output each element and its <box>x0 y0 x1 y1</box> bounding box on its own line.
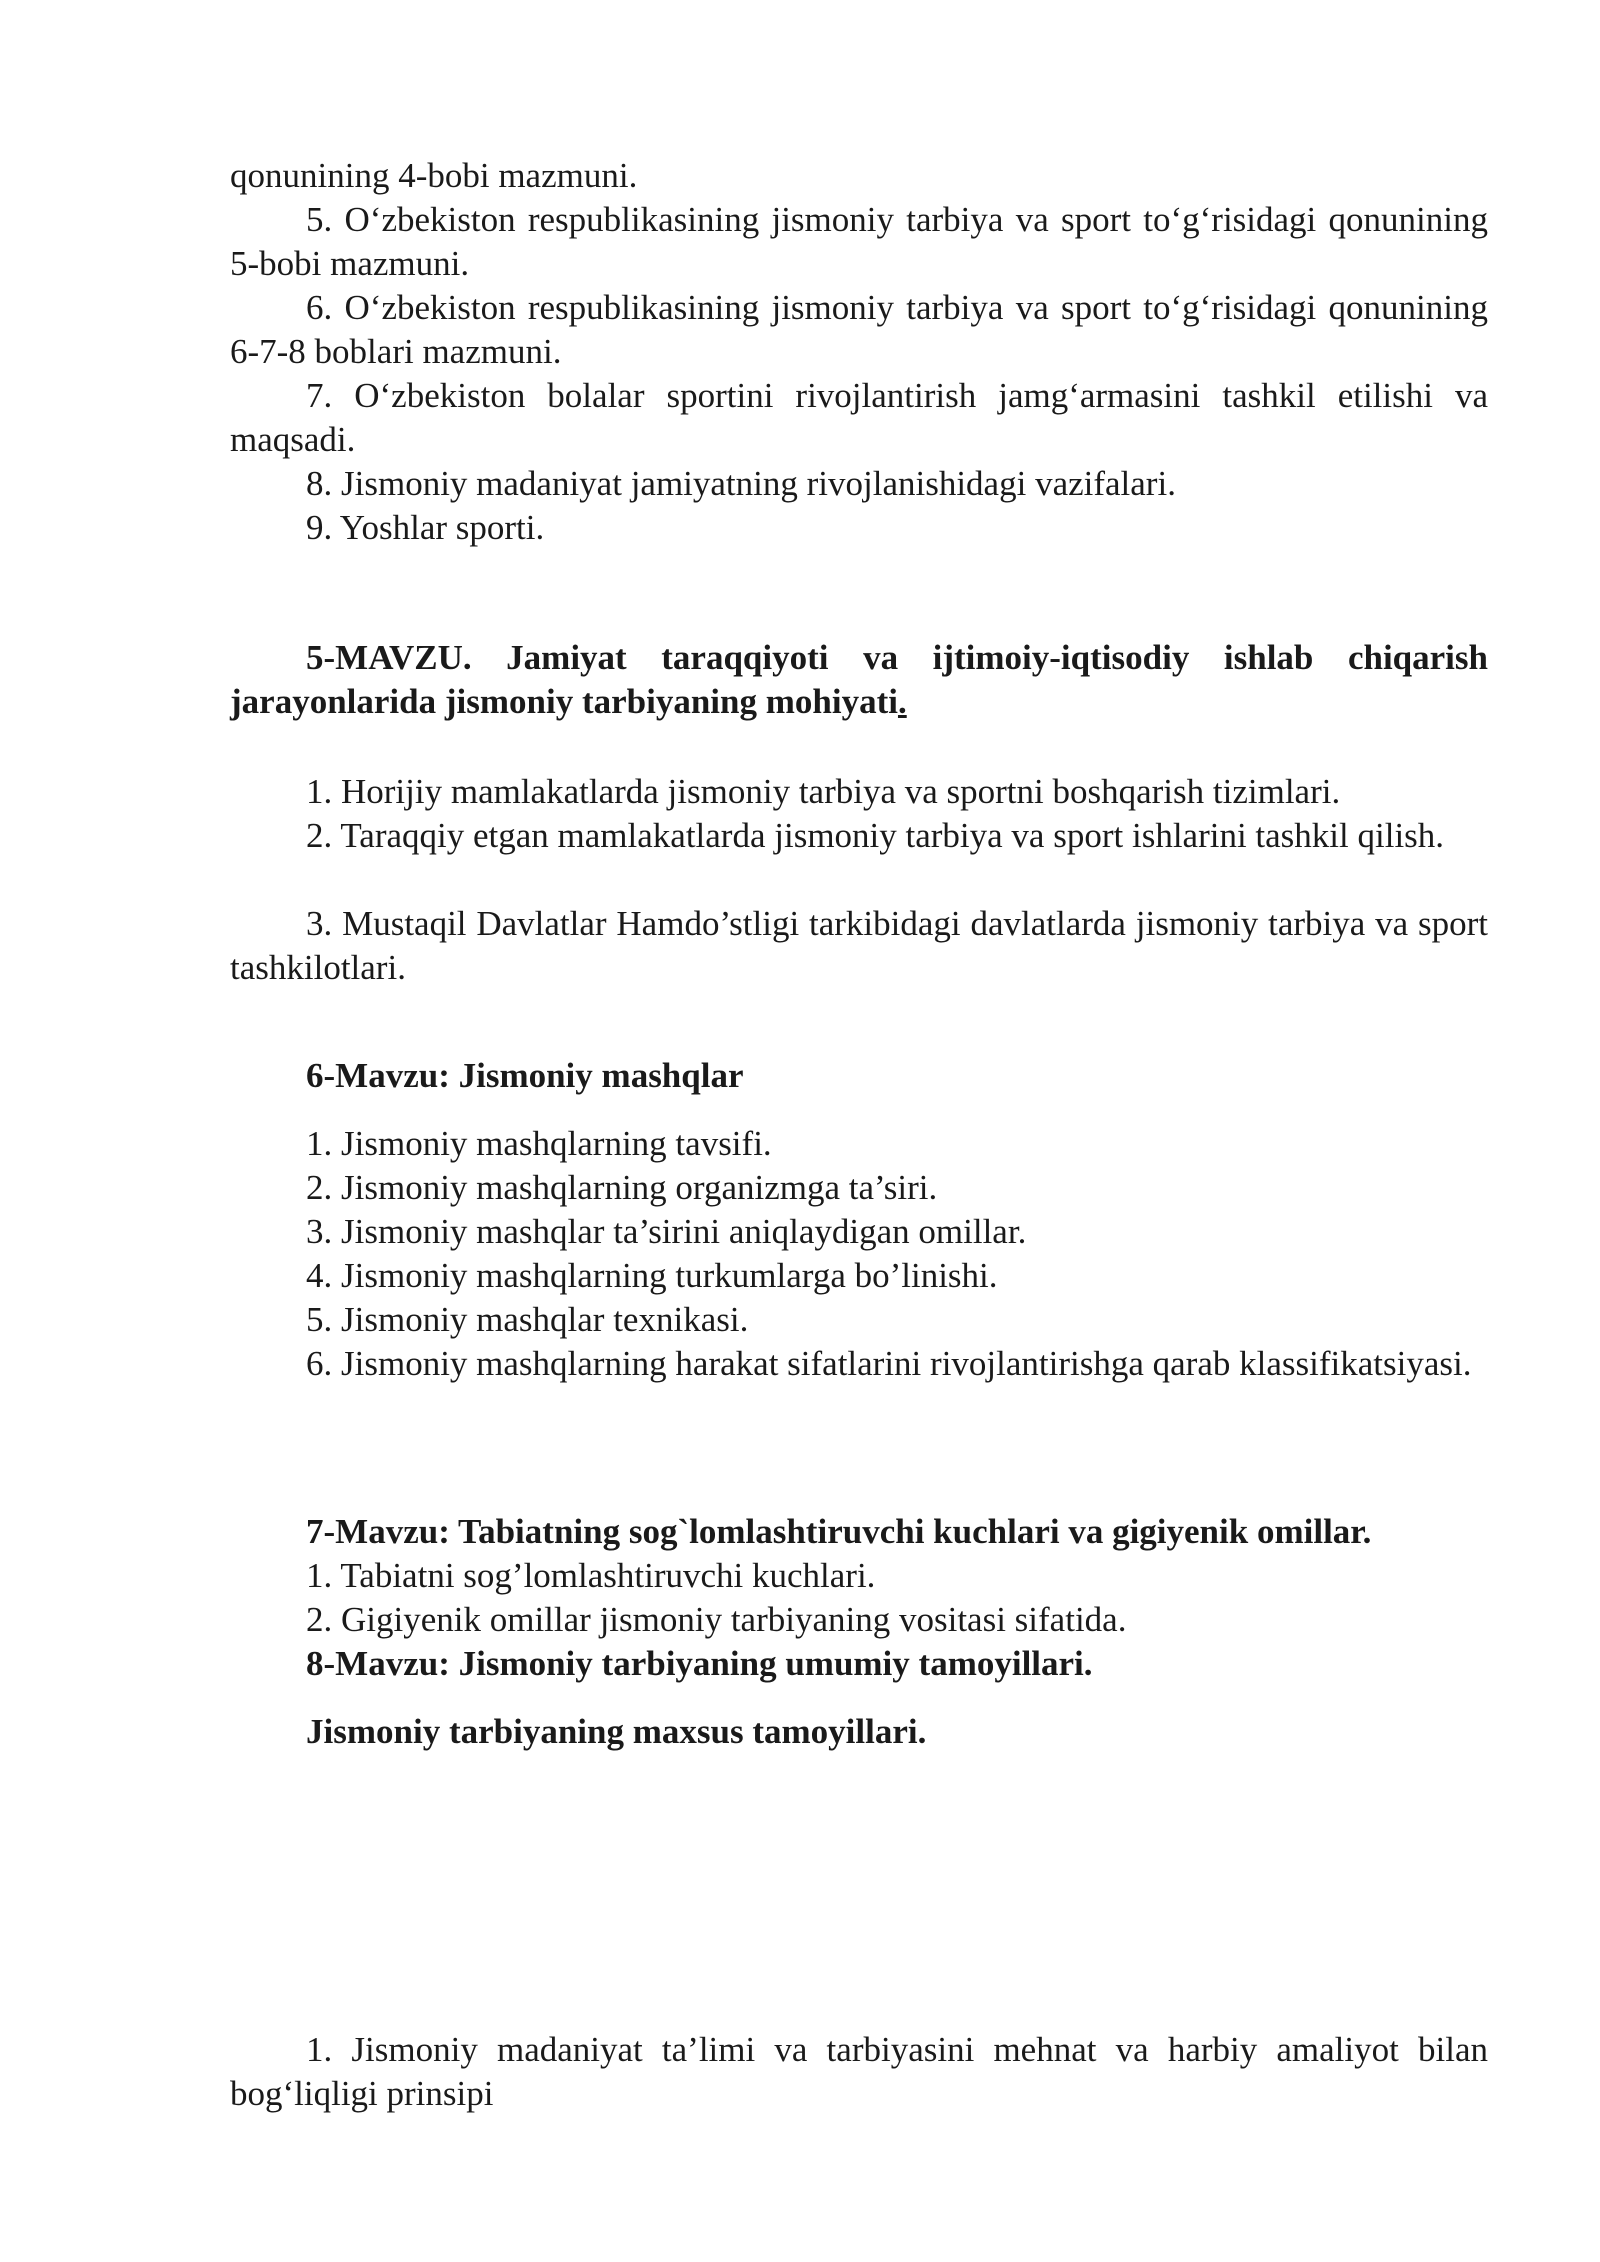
topic8-heading: 8-Mavzu: Jismoniy tarbiyaning umumiy tamoyillari. <box>306 1644 1093 1683</box>
topic5-heading-end: . <box>897 682 907 721</box>
list-item: 6. Jismoniy mashqlarning harakat sifatlarini rivojlantirishga qarab klassifikatsiyasi. <box>306 1344 1472 1383</box>
list-item: 1. Jismoniy madaniyat ta’limi va tarbiyasini mehnat va harbiy amaliyot bilan bog‘liqligi prinsipi <box>230 2030 1488 2113</box>
list-item: qonunining 4-bobi mazmuni. <box>230 156 638 195</box>
topic5-heading <box>230 636 1488 724</box>
list-item: 2. Taraqqiy etgan mamlakatlarda jismoniy tarbiya va sport ishlarini tashkil qilish. <box>306 816 1445 855</box>
list-item: 6. O‘zbekiston respublikasining jismoniy tarbiya va sport to‘g‘risidagi qonunining 6-7-8 boblari mazmuni. <box>230 288 1488 371</box>
list-item: 4. Jismoniy mashqlarning turkumlarga bo’linishi. <box>306 1256 998 1295</box>
list-item: 2. Gigiyenik omillar jismoniy tarbiyaning vositasi sifatida. <box>306 1600 1127 1639</box>
list-item: 2. Jismoniy mashqlarning organizmga ta’siri. <box>306 1168 938 1207</box>
list-item: 7. O‘zbekiston bolalar sportini rivojlantirish jamg‘armasini tashkil etilishi va maqsadi. <box>230 376 1488 459</box>
list-item: 9. Yoshlar sporti. <box>306 508 545 547</box>
list-item: 1. Jismoniy mashqlarning tavsifi. <box>306 1124 772 1163</box>
list-item: 8. Jismoniy madaniyat jamiyatning rivojlanishidagi vazifalari. <box>306 464 1176 503</box>
list-item: 5. Jismoniy mashqlar texnikasi. <box>306 1300 749 1339</box>
topic5-heading-text: 5-MAVZU. Jamiyat taraqqiyoti va ijtimoiy-iqtisodiy ishlab chiqarish jarayonlarida jismoniy tarbiyaning mohiyati <box>230 638 1488 721</box>
list-item: 5. O‘zbekiston respublikasining jismoniy tarbiya va sport to‘g‘risidagi qonunining 5-bobi mazmuni. <box>230 200 1488 283</box>
list-item: 3. Jismoniy mashqlar ta’sirini aniqlaydigan omillar. <box>306 1212 1027 1251</box>
topic7-heading: 7-Mavzu: Tabiatning sog`lomlashtiruvchi kuchlari va gigiyenik omillar. <box>306 1512 1372 1551</box>
list-item: 1. Tabiatni sog’lomlashtiruvchi kuchlari. <box>306 1556 876 1595</box>
list-item: 3. Mustaqil Davlatlar Hamdo’stligi tarkibidagi davlatlarda jismoniy tarbiya va sport tashkilotlari. <box>230 904 1488 987</box>
list-item: 1. Horijiy mamlakatlarda jismoniy tarbiya va sportni boshqarish tizimlari. <box>306 772 1341 811</box>
topic8-subheading: Jismoniy tarbiyaning maxsus tamoyillari. <box>306 1712 927 1751</box>
topic6-heading: 6-Mavzu: Jismoniy mashqlar <box>306 1056 744 1095</box>
